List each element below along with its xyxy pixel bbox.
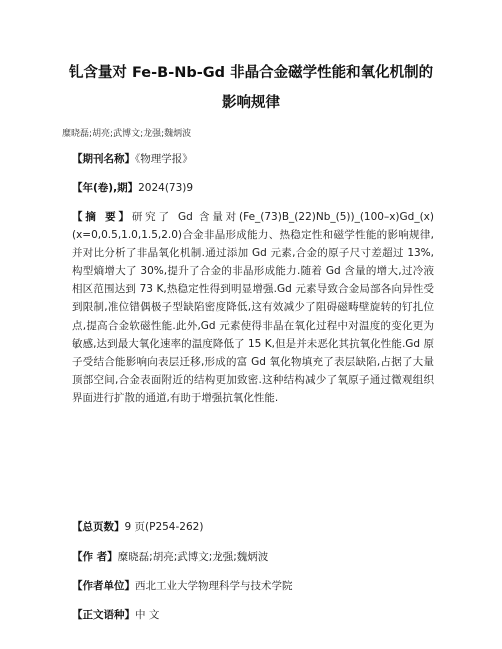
author-list: 糜晓磊;胡亮;武博文;龙强;魏炳波 bbox=[62, 129, 192, 139]
year-volume-field bbox=[72, 180, 193, 195]
affiliation-label: 【作者单位】 bbox=[72, 580, 135, 592]
abstract-label: 【摘 要】 bbox=[72, 211, 132, 223]
year-volume-label: 【年(卷),期】 bbox=[72, 182, 139, 194]
article-title: 钆含量对 Fe-B-Nb-Gd 非晶合金磁学性能和氧化机制的影响规律 bbox=[68, 65, 434, 111]
journal-label: 【期刊名称】 bbox=[72, 153, 135, 165]
affiliation-field bbox=[72, 578, 293, 593]
language-value: 中 文 bbox=[135, 609, 160, 621]
abstract-field bbox=[72, 208, 434, 407]
authors-label: 【作 者】 bbox=[72, 551, 118, 563]
pages-label: 【总页数】 bbox=[72, 521, 125, 533]
authors-field bbox=[72, 549, 268, 564]
language-label: 【正文语种】 bbox=[72, 609, 135, 621]
journal-field bbox=[72, 151, 193, 166]
pages-value: 9 页(P254-262) bbox=[124, 521, 204, 533]
language-field bbox=[72, 607, 159, 622]
pages-field bbox=[72, 519, 203, 534]
journal-value: 《物理学报》 bbox=[135, 153, 193, 165]
affiliation-value: 西北工业大学物理科学与技术学院 bbox=[135, 580, 293, 592]
authors-value: 糜晓磊;胡亮;武博文;龙强;魏炳波 bbox=[117, 551, 269, 563]
year-volume-value: 2024(73)9 bbox=[138, 182, 194, 194]
abstract-text: 研究了 Gd 含量对(Fe_(73)B_(22)Nb_(5))_(100–x)Gd_(x)(x=0,0.5,1.0,1.5,2.0)合金非晶形成能力、热稳定性和磁学性能的影响规律,并对比分析了非晶氧化机制.通过添加 Gd 元素,合金的原子尺寸差超过 13%,构型熵增大了 30%,提升了合金的非晶形成能力.随着 Gd 含量的增大,过冷液相区范围达到 73 K,热稳定性得到明显增强.Gd 元素导致合金局部各向异性受到限制,准位错偶极子型缺陷密度降低,这有效减少了阻碍磁畴壁旋转的钉扎位点,提高合金软磁性能.此外,Gd 元素使得非晶在氧化过程中对温度的变化更为敏感,达到最大氧化速率的温度降低了 15 K,但是并未恶化其抗氧化性能.Gd 原子受结合能影响向表层迁移,形成的富 Gd 氧化物填充了表层缺陷,占据了大量顶部空间,合金表面附近的结构更加致密.这种结构减少了氧原子通过微观组织界面进行扩散的通道,有助于增强抗氧化性能. bbox=[72, 211, 434, 404]
